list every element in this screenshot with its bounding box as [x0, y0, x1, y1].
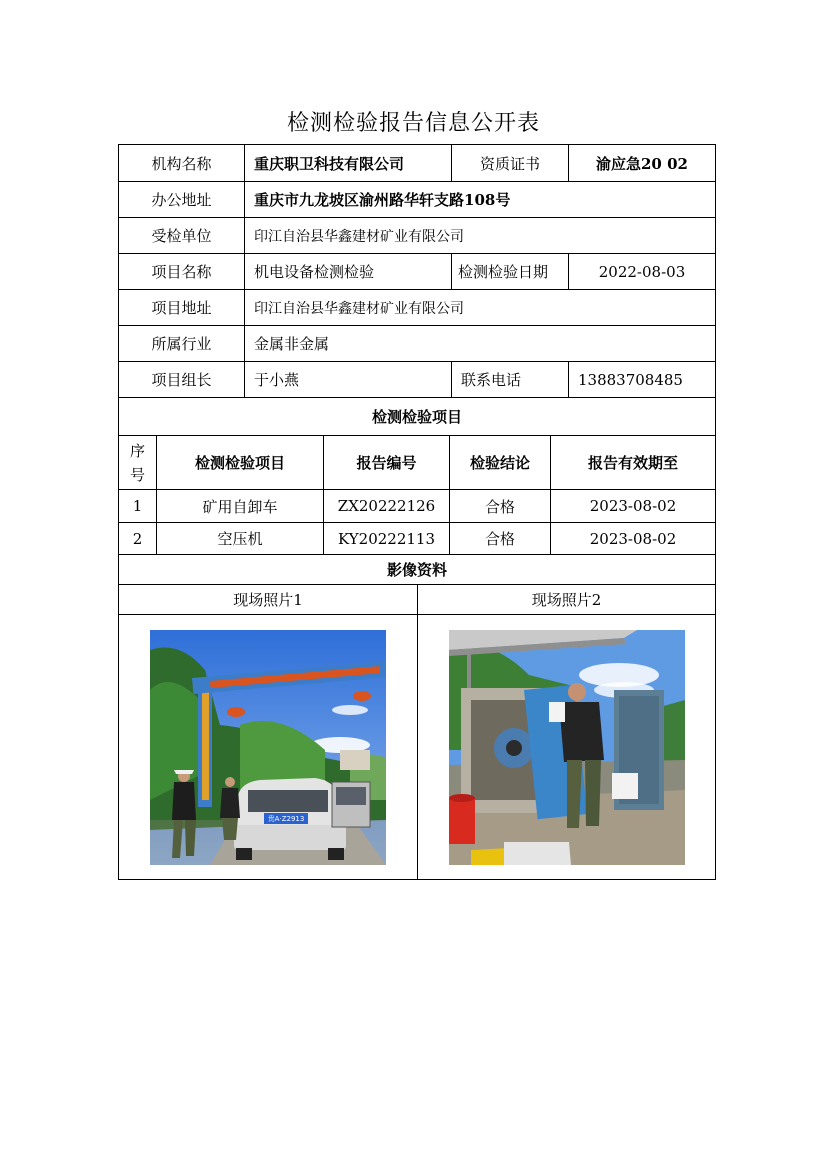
org-row: [119, 145, 715, 181]
images-section-title-row: [119, 554, 715, 584]
unit-value: 印江自治县华鑫建材矿业有限公司: [244, 218, 715, 253]
row-report-no: ZX20222126: [323, 490, 449, 522]
industry-value: 金属非金属: [244, 326, 715, 361]
row-conclusion: 合格: [449, 523, 550, 554]
industry-label: 所属行业: [151, 335, 212, 353]
report-table: [118, 144, 716, 880]
leader-label: 项目组长: [151, 371, 212, 389]
project-row: [119, 253, 715, 289]
date-value: 2022-08-03: [568, 254, 715, 289]
row-conclusion: 合格: [449, 490, 550, 522]
photo1-label: 现场照片1: [233, 591, 303, 609]
address-label: 办公地址: [151, 191, 212, 209]
header-seq-label: 序号: [129, 441, 145, 484]
photo-labels-row: [119, 584, 715, 614]
unit-row: [119, 217, 715, 253]
site-photo-2-image: [449, 630, 685, 865]
table-row: [119, 489, 715, 522]
site-photo-2: [449, 630, 685, 865]
items-section-title: 检测检验项目: [371, 408, 462, 426]
row-valid-until: 2023-08-02: [550, 523, 715, 554]
row-item: 空压机: [156, 523, 323, 554]
phone-value: 13883708485: [568, 362, 715, 397]
row-seq: 1: [132, 497, 143, 515]
site-photo-1: [150, 630, 386, 865]
cert-value: 渝应急20 02: [568, 145, 715, 181]
project-value: 机电设备检测检验: [244, 254, 451, 289]
row-seq: 2: [132, 529, 143, 548]
header-conclusion: 检验结论: [449, 436, 550, 489]
row-item: 矿用自卸车: [156, 490, 323, 522]
industry-row: [119, 325, 715, 361]
phone-label: 联系电话: [451, 362, 568, 397]
site-photo-1-image: [150, 630, 386, 865]
leader-value: 于小燕: [244, 362, 451, 397]
header-item: 检测检验项目: [156, 436, 323, 489]
header-report-no: 报告编号: [323, 436, 449, 489]
header-valid-until: 报告有效期至: [550, 436, 715, 489]
site-label: 项目地址: [151, 299, 212, 317]
date-label: 检测检验日期: [451, 254, 568, 289]
org-value: 重庆职卫科技有限公司: [244, 145, 451, 181]
address-row: [119, 181, 715, 217]
unit-label: 受检单位: [151, 227, 212, 245]
org-label: 机构名称: [151, 154, 212, 173]
page-title: 检测检验报告信息公开表: [286, 111, 540, 136]
site-value: 印江自治县华鑫建材矿业有限公司: [244, 290, 715, 325]
address-value: 重庆市九龙坡区渝州路华轩支路108号: [244, 182, 715, 217]
items-section-title-row: [119, 397, 715, 435]
images-section-title: 影像资料: [386, 561, 447, 579]
items-header-row: [119, 435, 715, 489]
table-row: [119, 522, 715, 554]
header-seq: [119, 436, 156, 489]
site-row: [119, 289, 715, 325]
cert-label: 资质证书: [451, 145, 568, 181]
row-valid-until: 2023-08-02: [550, 490, 715, 522]
photos-row: [119, 614, 715, 879]
photo2-label: 现场照片2: [417, 585, 715, 614]
row-report-no: KY20222113: [323, 523, 449, 554]
project-label: 项目名称: [151, 263, 212, 281]
photo1-plate: 贵A·Z2913: [267, 815, 305, 823]
leader-row: [119, 361, 715, 397]
